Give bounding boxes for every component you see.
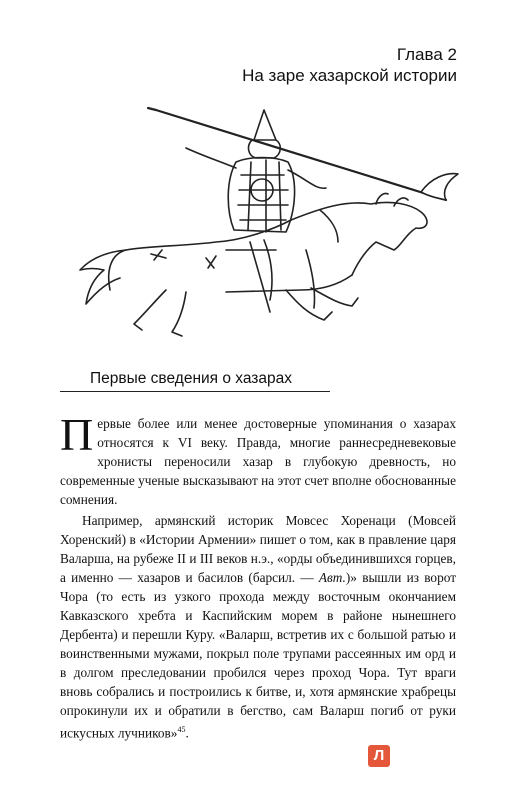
paragraph-2 <box>60 511 456 742</box>
paragraph-2-text-a: Например, армянский историк Мовсес Хоренаци (Мовсей Хоренский) в «Истории Армении» пишет о том, как в правление царя Валарша, на рубеже II и III веков н.э., «орды объединившихся горцев, а именно — хазаров и басилов (барсил. — <box>60 513 456 585</box>
body-text <box>60 409 456 742</box>
chapter-heading <box>242 44 457 86</box>
section-title: Первые сведения о хазарах <box>90 370 293 387</box>
horseman-illustration <box>76 100 461 345</box>
chapter-label: Глава 2 <box>396 45 457 64</box>
litres-logo-icon: Л <box>368 745 390 767</box>
footnote-ref: 45 <box>177 725 186 734</box>
paragraph-2-end: . <box>185 725 189 741</box>
paragraph-1-text: ервые более или менее достоверные упоминания о хазарах относятся к VI веку. Правда, многие раннесредневековые хронисты переносили хазар в глубокую древность, но современные ученые высказывают на этот счет вполне обоснованные сомнения. <box>60 416 456 507</box>
paragraph-2-italic: Авт. <box>318 570 346 585</box>
drop-cap: П <box>60 409 94 460</box>
paragraph-1 <box>60 409 456 509</box>
section-divider <box>60 391 330 392</box>
chapter-title: На заре хазарской истории <box>242 66 457 85</box>
paragraph-2-text-b: )» вышли из ворот Чора (то есть из узкого прохода между восточным окончанием Кавказского хребта и Каспийским морем в районе нынешнего Дербента) и перешли Куру. «Валарш, встретив их с большой ратью и воинственными мужами, покрыл поле трупами рассеянных им орд и в долгом преследовании пробился через проход Чора. Тут враги вновь собрались и построились к битве, и, хотя армянские храбрецы опрокинули их и обратили в бегство, сам Валарш погиб от руки искусных лучников» <box>60 570 456 741</box>
